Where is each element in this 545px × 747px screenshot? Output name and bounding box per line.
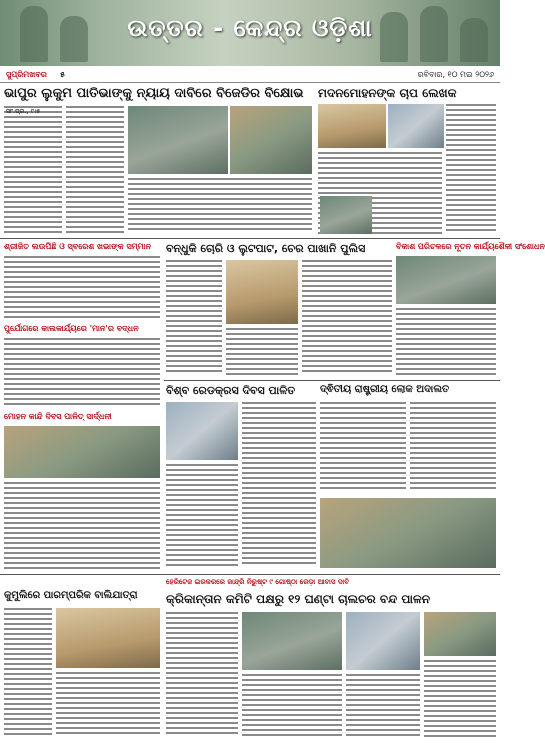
article-body: [226, 328, 298, 376]
article-body: [4, 482, 160, 570]
article-body: [396, 308, 496, 378]
bandh-photo: [346, 612, 420, 670]
article-body: [242, 674, 342, 740]
headline-honour: ଶ୍ରୀଜିତ ଲଉପିଛି ଓ ସ୍ବରେଶ ଖଭାଙ୍କ ସମ୍ମାନ: [4, 242, 151, 251]
protest-photo: [128, 106, 228, 174]
folio-line: [0, 68, 500, 83]
building-photo: [226, 260, 298, 324]
headline-heritage: ହେରିଟେଜ ଇରକରରେ ଜାନ୍ଦ୍ରି ନିରୁଷ୍ଟ ୯ ଗୋଷ୍ଠା ରେଡ଼ା ଆବାସ ଦାବି: [166, 578, 350, 586]
headline-bjd-protest: ଭାପୁର ଲୁକୁମ ପାତିଭାଙ୍କୁ ନ୍ୟାୟ ଦାବିରେ ବିଜେଡିର ବିକ୍ଷୋଭ: [4, 86, 304, 101]
headline-mohan: ମୋହନ କାନ୍ଦି ଦିବସ ପାଳିତ୍ ସାର୍ଦ୍ଧନୀ: [4, 412, 112, 421]
article-body-column: [66, 106, 124, 236]
article-body: [4, 338, 160, 408]
article-body-column: [4, 106, 62, 236]
headline-lok-adalat: ଦ୍ଵିତୀୟ ରାଷ୍ଟ୍ରୀୟ ଲୋକ ଅଦାଲତ: [320, 384, 450, 395]
article-body: [346, 674, 420, 740]
dateline: ସାଂ.ପ୍ର., ୯।୫: [6, 108, 41, 115]
headline-kalakar: ପୁର୍ଯୋଗରେ କାଲକାର୍ଯ୍ୟରେ 'ମାନ'ର ବଦ୍ଧନ: [4, 324, 139, 333]
article-photo: [388, 104, 444, 148]
section-divider: [0, 238, 500, 239]
folio-page-number: ୫: [60, 70, 65, 79]
section-divider: [164, 380, 500, 381]
folio-date: ରବିବାର, ୧୦ ମଇ ୨୦୨୬: [417, 70, 494, 79]
headline-bandh: କ୍ରିକାନ୍ତାନ କମିଟି ପକ୍ଷରୁ ୧୨ ଘଣ୍ଟା ଚାଲଚର ବନ୍ଦ ପାଳନ: [166, 592, 430, 606]
article-body: [424, 660, 496, 740]
article-photo: [320, 196, 372, 234]
article-body-column: [166, 260, 222, 376]
folio-paper-name: ସୁପ୍ରିମଖବର: [6, 70, 47, 79]
bandh-photo: [242, 612, 342, 670]
article-photo: [424, 612, 496, 656]
masthead-title: ଉତ୍ତର - କେନ୍ଦ୍ର ଓଡ଼ିଶା: [127, 14, 373, 42]
protest-photo: [230, 106, 312, 174]
headline-baliyatra: କୁମୁଲିରେ ପାରମ୍ପରିକ ବାଲିଯାତ୍ରା: [4, 590, 138, 601]
article-body-column: [166, 612, 238, 740]
headline-police: ବନ୍ଧୁକି ଚୋରି ଓ ଲୁଟପାଟ, ଚେର ପାଖାନି ପୁଲିସ: [166, 242, 366, 255]
article-body-column: [242, 402, 316, 570]
article-body: [56, 672, 160, 740]
article-body-column: [320, 402, 406, 494]
headline-madanmohan: ମଦନମୋହନଙ୍କ ଚାପ ଲେଖକ: [318, 86, 457, 100]
lok-adalat-photo: [320, 498, 496, 568]
article-body-column: [4, 608, 52, 740]
article-body-column: [128, 178, 312, 236]
group-photo: [4, 426, 160, 478]
baliyatra-photo: [56, 608, 160, 668]
article-body-column: [446, 104, 496, 234]
masthead-banner: [0, 0, 500, 66]
article-body: [4, 256, 160, 320]
article-body: [166, 464, 238, 570]
section-divider: [0, 574, 500, 575]
redcross-photo: [166, 402, 238, 460]
article-body-column: [410, 402, 496, 494]
headline-vikash: ବିକାଶ ପରିଚଳରେ ନୂତନ କାର୍ଯ୍ୟଶୈଳୀ ସଂଶୋଧନ: [396, 242, 545, 251]
article-body-column: [302, 260, 392, 376]
headline-redcross: ବିଶ୍ବ ରେଡକ୍ରସ ଦିବସ ପାଳିତ: [166, 384, 296, 397]
article-photo: [318, 104, 386, 148]
meeting-photo: [396, 256, 496, 304]
